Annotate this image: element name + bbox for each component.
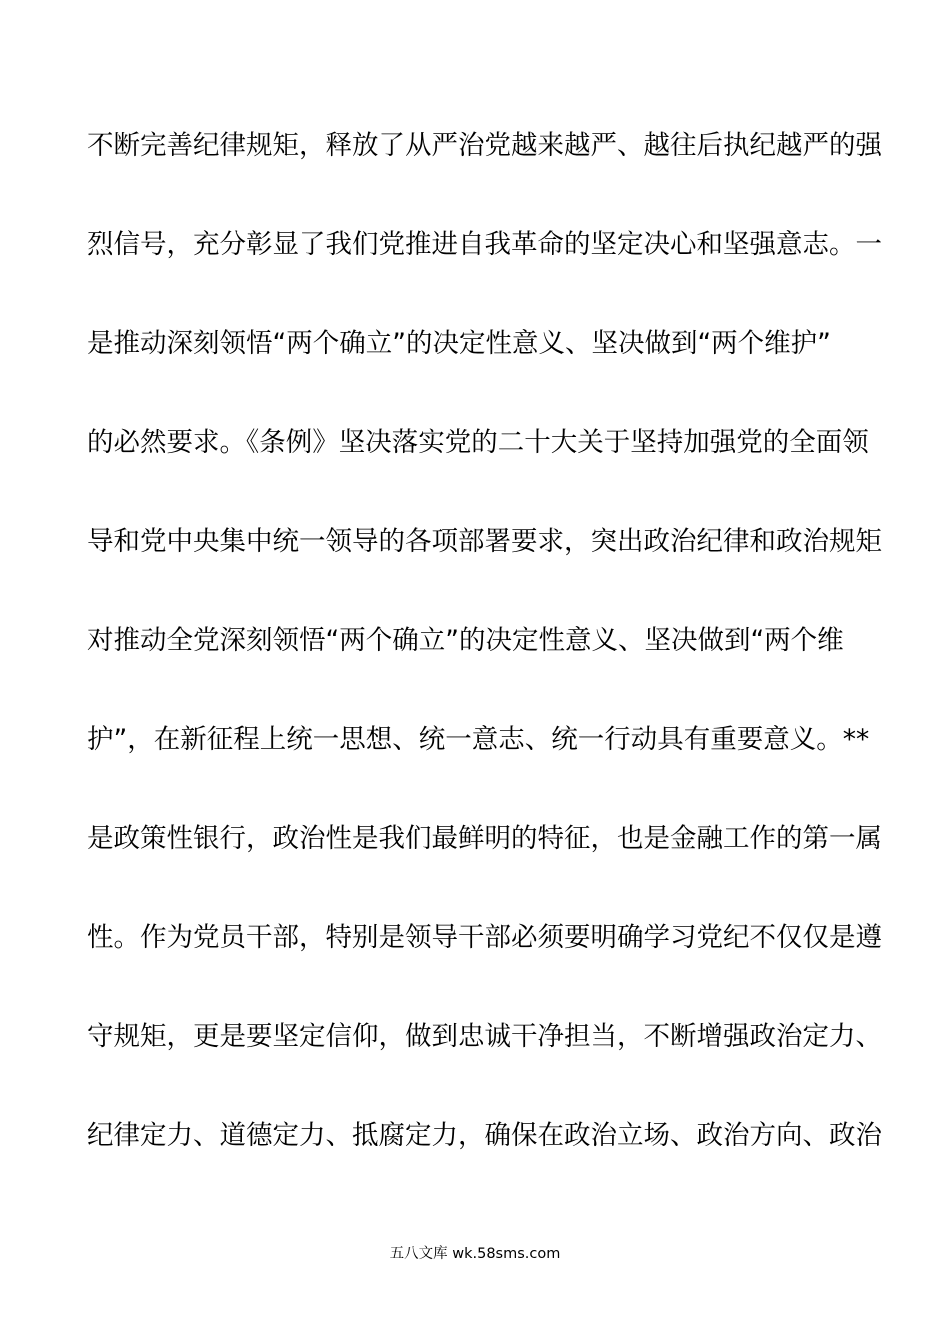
text-line: 对推动全党深刻领悟“两个确立”的决定性意义、坚决做到“两个维: [87, 625, 844, 656]
text-line: 性。作为党员干部，特别是领导干部必须要明确学习党纪不仅仅是遵: [87, 922, 882, 953]
text-line: 的必然要求。《条例》坚决落实党的二十大关于坚持加强党的全面领: [87, 427, 869, 458]
text-line: 导和党中央集中统一领导的各项部署要求，突出政治纪律和政治规矩: [87, 526, 882, 557]
text-line: 不断完善纪律规矩，释放了从严治党越来越严、越往后执纪越严的强: [87, 130, 882, 161]
text-line: 烈信号，充分彰显了我们党推进自我革命的坚定决心和坚强意志。一: [87, 229, 882, 260]
text-line: 纪律定力、道德定力、抵腐定力，确保在政治立场、政治方向、政治: [87, 1120, 882, 1151]
text-line: 是推动深刻领悟“两个确立”的决定性意义、坚决做到“两个维护”: [87, 328, 831, 359]
body-paragraph: [87, 122, 882, 1211]
footer-watermark: 五八文库 wk.58sms.com: [389, 1246, 561, 1262]
text-line: 守规矩，更是要坚定信仰，做到忠诚干净担当，不断增强政治定力、: [87, 1021, 882, 1052]
text-line: 是政策性银行，政治性是我们最鲜明的特征，也是金融工作的第一属: [87, 823, 882, 854]
text-line: 护”，在新征程上统一思想、统一意志、统一行动具有重要意义。**: [87, 724, 870, 755]
